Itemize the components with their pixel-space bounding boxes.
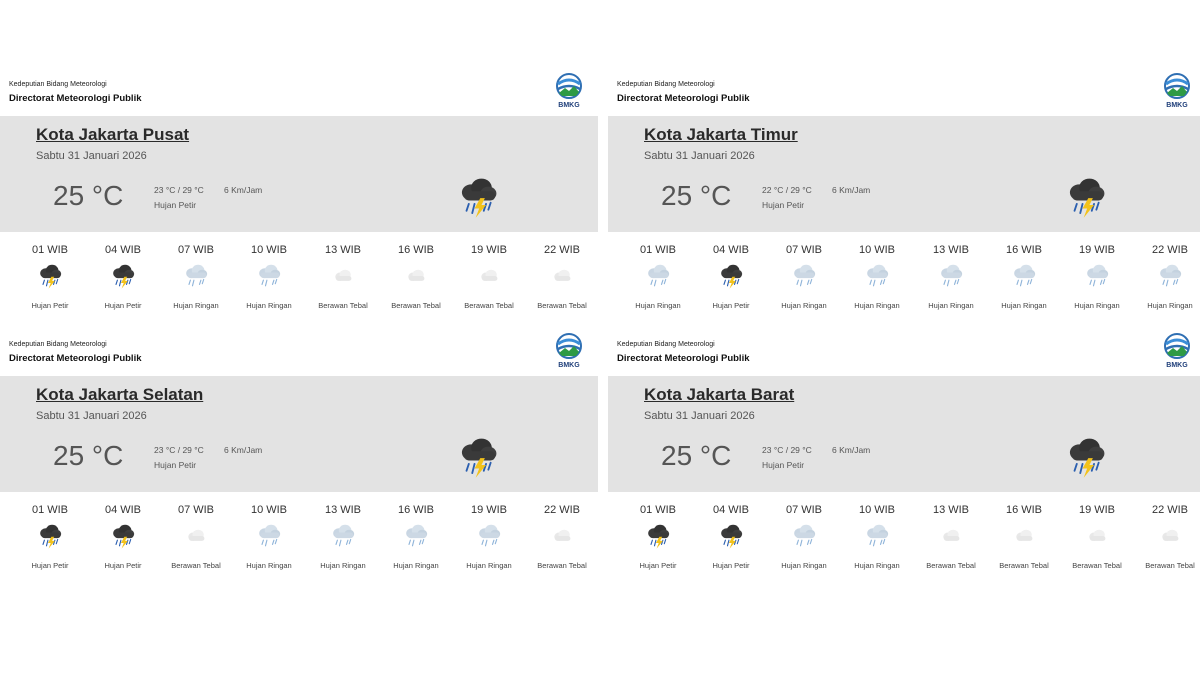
hour-slot — [1133, 232, 1200, 320]
light-rain-icon — [790, 522, 818, 550]
hour-time: 19 WIB — [1078, 504, 1116, 516]
current-temperature: 25 °C — [53, 440, 124, 471]
forecast-panel-2 — [0, 330, 598, 580]
overcast-icon — [1010, 522, 1038, 550]
hour-time: 13 WIB — [932, 504, 970, 516]
city-name: Kota Jakarta Selatan — [36, 385, 204, 404]
hour-condition: Hujan Petir — [31, 301, 69, 310]
hour-slot — [306, 232, 380, 320]
current-condition: Hujan Petir — [762, 200, 805, 210]
hour-time: 01 WIB — [639, 244, 677, 256]
current-weather — [608, 116, 1200, 232]
hour-slot — [159, 232, 233, 320]
hour-time: 01 WIB — [31, 244, 69, 256]
overcast-icon — [548, 522, 576, 550]
current-weather — [608, 376, 1200, 492]
hour-slot — [1133, 492, 1200, 580]
light-rain-icon — [790, 522, 818, 550]
wind-speed: 6 Km/Jam — [224, 185, 263, 195]
hour-time: 07 WIB — [177, 504, 215, 516]
forecast-date: Sabtu 31 Januari 2026 — [36, 410, 147, 422]
hour-condition: Hujan Ringan — [246, 301, 292, 310]
light-rain-icon — [329, 522, 357, 550]
hour-time: 19 WIB — [470, 504, 508, 516]
hourly-forecast — [608, 232, 1200, 320]
hour-time: 22 WIB — [543, 244, 581, 256]
thunderstorm-icon — [1063, 174, 1109, 220]
hour-condition: Hujan Ringan — [246, 561, 292, 570]
bmkg-logo-icon — [1162, 332, 1192, 370]
hour-slot — [13, 232, 87, 320]
thunderstorm-icon — [36, 262, 64, 290]
hour-slot — [1060, 232, 1134, 320]
current-weather — [0, 116, 598, 232]
light-rain-icon — [475, 522, 503, 550]
hour-slot — [13, 492, 87, 580]
light-rain-icon — [182, 262, 210, 290]
forecast-date: Sabtu 31 Januari 2026 — [644, 410, 755, 422]
overcast-icon — [1156, 522, 1184, 550]
hour-time: 07 WIB — [177, 244, 215, 256]
hour-time: 04 WIB — [104, 504, 142, 516]
hour-time: 07 WIB — [785, 244, 823, 256]
current-temperature: 25 °C — [53, 180, 124, 211]
current-condition: Hujan Petir — [154, 460, 197, 470]
hour-time: 10 WIB — [250, 244, 288, 256]
hour-condition: Hujan Ringan — [1147, 301, 1193, 310]
hour-condition: Hujan Ringan — [466, 561, 512, 570]
thunderstorm-icon — [455, 434, 501, 480]
thunderstorm-icon — [1063, 434, 1109, 480]
hour-time: 13 WIB — [324, 504, 362, 516]
hour-slot — [987, 232, 1061, 320]
forecast-panel-3 — [608, 330, 1200, 580]
hour-slot — [987, 492, 1061, 580]
org-line-1: Kedeputian Bidang Meteorologi — [617, 81, 715, 88]
hour-condition: Hujan Ringan — [173, 301, 219, 310]
hour-time: 01 WIB — [639, 504, 677, 516]
light-rain-icon — [790, 262, 818, 290]
hourly-forecast — [608, 492, 1200, 580]
bmkg-logo-text: BMKG — [1166, 362, 1188, 369]
panel-header — [0, 330, 598, 376]
hour-slot — [86, 232, 160, 320]
temperature-range: 23 °C / 29 °C — [154, 445, 204, 455]
bmkg-logo-icon — [1162, 72, 1192, 110]
hour-condition: Berawan Tebal — [318, 301, 368, 310]
hour-condition: Berawan Tebal — [926, 561, 976, 570]
thunderstorm-icon — [109, 262, 137, 290]
panel-header — [608, 70, 1200, 116]
hour-slot — [232, 492, 306, 580]
hour-time: 10 WIB — [250, 504, 288, 516]
thunderstorm-icon — [717, 522, 745, 550]
current-temperature: 25 °C — [661, 180, 732, 211]
overcast-icon — [182, 522, 210, 550]
hour-condition: Hujan Petir — [104, 301, 142, 310]
wind-speed: 6 Km/Jam — [832, 445, 871, 455]
light-rain-icon — [644, 262, 672, 290]
hour-time: 22 WIB — [1151, 244, 1189, 256]
hour-condition: Berawan Tebal — [1145, 561, 1195, 570]
panel-header — [608, 330, 1200, 376]
thunderstorm-icon — [455, 434, 501, 480]
light-rain-icon — [790, 262, 818, 290]
hour-condition: Hujan Ringan — [928, 301, 974, 310]
hour-time: 16 WIB — [397, 504, 435, 516]
hour-time: 22 WIB — [543, 504, 581, 516]
hour-condition: Hujan Petir — [639, 561, 677, 570]
light-rain-icon — [329, 522, 357, 550]
thunderstorm-icon — [36, 522, 64, 550]
thunderstorm-icon — [109, 522, 137, 550]
hour-slot — [840, 492, 914, 580]
current-condition: Hujan Petir — [154, 200, 197, 210]
hour-slot — [767, 492, 841, 580]
hour-condition: Berawan Tebal — [171, 561, 221, 570]
hour-time: 04 WIB — [712, 504, 750, 516]
thunderstorm-icon — [109, 522, 137, 550]
overcast-icon — [548, 262, 576, 290]
org-line-1: Kedeputian Bidang Meteorologi — [9, 81, 107, 88]
hourly-forecast — [0, 492, 598, 580]
forecast-date: Sabtu 31 Januari 2026 — [644, 150, 755, 162]
hour-condition: Hujan Ringan — [320, 561, 366, 570]
overcast-icon — [329, 262, 357, 290]
light-rain-icon — [475, 522, 503, 550]
hour-condition: Hujan Petir — [712, 301, 750, 310]
light-rain-icon — [1156, 262, 1184, 290]
hour-condition: Hujan Petir — [104, 561, 142, 570]
thunderstorm-icon — [36, 262, 64, 290]
bmkg-logo-text: BMKG — [558, 102, 580, 109]
thunderstorm-icon — [644, 522, 672, 550]
light-rain-icon — [863, 522, 891, 550]
hour-slot — [159, 492, 233, 580]
hour-slot — [452, 232, 526, 320]
hour-condition: Berawan Tebal — [537, 561, 587, 570]
org-line-1: Kedeputian Bidang Meteorologi — [9, 341, 107, 348]
light-rain-icon — [644, 262, 672, 290]
bmkg-logo-icon — [554, 72, 584, 110]
hour-condition: Hujan Ringan — [781, 561, 827, 570]
hour-time: 13 WIB — [932, 244, 970, 256]
light-rain-icon — [1156, 262, 1184, 290]
current-weather — [0, 376, 598, 492]
light-rain-icon — [863, 262, 891, 290]
hourly-forecast — [0, 232, 598, 320]
hour-slot — [379, 492, 453, 580]
hour-time: 04 WIB — [712, 244, 750, 256]
light-rain-icon — [863, 262, 891, 290]
temperature-range: 22 °C / 29 °C — [762, 185, 812, 195]
temperature-range: 23 °C / 29 °C — [154, 185, 204, 195]
hour-slot — [621, 492, 695, 580]
light-rain-icon — [402, 522, 430, 550]
light-rain-icon — [937, 262, 965, 290]
current-temperature: 25 °C — [661, 440, 732, 471]
thunderstorm-icon — [1063, 434, 1109, 480]
hour-time: 13 WIB — [324, 244, 362, 256]
hour-condition: Hujan Ringan — [854, 301, 900, 310]
light-rain-icon — [1083, 262, 1111, 290]
forecast-panel-1 — [608, 70, 1200, 320]
hour-time: 10 WIB — [858, 504, 896, 516]
bmkg-logo-icon — [554, 332, 584, 370]
hour-time: 04 WIB — [104, 244, 142, 256]
overcast-icon — [475, 262, 503, 290]
light-rain-icon — [937, 262, 965, 290]
forecast-date: Sabtu 31 Januari 2026 — [36, 150, 147, 162]
overcast-icon — [1083, 522, 1111, 550]
hour-slot — [914, 232, 988, 320]
hour-slot — [86, 492, 160, 580]
panel-header — [0, 70, 598, 116]
thunderstorm-icon — [644, 522, 672, 550]
hour-slot — [306, 492, 380, 580]
overcast-icon — [1156, 522, 1184, 550]
hour-slot — [452, 492, 526, 580]
hour-slot — [914, 492, 988, 580]
thunderstorm-icon — [717, 262, 745, 290]
thunderstorm-icon — [455, 174, 501, 220]
overcast-icon — [937, 522, 965, 550]
thunderstorm-icon — [36, 522, 64, 550]
light-rain-icon — [255, 262, 283, 290]
city-name: Kota Jakarta Pusat — [36, 125, 190, 144]
hour-slot — [379, 232, 453, 320]
hour-time: 19 WIB — [1078, 244, 1116, 256]
hour-slot — [1060, 492, 1134, 580]
light-rain-icon — [1010, 262, 1038, 290]
thunderstorm-icon — [455, 174, 501, 220]
hour-time: 16 WIB — [1005, 244, 1043, 256]
hour-condition: Berawan Tebal — [464, 301, 514, 310]
temperature-range: 23 °C / 29 °C — [762, 445, 812, 455]
overcast-icon — [402, 262, 430, 290]
hour-condition: Hujan Petir — [31, 561, 69, 570]
hour-condition: Berawan Tebal — [537, 301, 587, 310]
overcast-icon — [329, 262, 357, 290]
hour-slot — [525, 232, 599, 320]
light-rain-icon — [255, 522, 283, 550]
light-rain-icon — [182, 262, 210, 290]
overcast-icon — [548, 522, 576, 550]
light-rain-icon — [1010, 262, 1038, 290]
overcast-icon — [937, 522, 965, 550]
bmkg-logo-text: BMKG — [558, 362, 580, 369]
overcast-icon — [1083, 522, 1111, 550]
hour-condition: Berawan Tebal — [1072, 561, 1122, 570]
hour-slot — [694, 232, 768, 320]
hour-time: 01 WIB — [31, 504, 69, 516]
overcast-icon — [1010, 522, 1038, 550]
city-name: Kota Jakarta Timur — [644, 125, 798, 144]
hour-condition: Hujan Ringan — [854, 561, 900, 570]
org-line-2: Directorat Meteorologi Publik — [9, 353, 142, 364]
hour-slot — [840, 232, 914, 320]
overcast-icon — [402, 262, 430, 290]
light-rain-icon — [1083, 262, 1111, 290]
light-rain-icon — [255, 262, 283, 290]
hour-time: 16 WIB — [1005, 504, 1043, 516]
hour-time: 07 WIB — [785, 504, 823, 516]
current-condition: Hujan Petir — [762, 460, 805, 470]
hour-time: 16 WIB — [397, 244, 435, 256]
hour-slot — [232, 232, 306, 320]
overcast-icon — [182, 522, 210, 550]
hour-slot — [694, 492, 768, 580]
hour-slot — [767, 232, 841, 320]
org-line-2: Directorat Meteorologi Publik — [617, 93, 750, 104]
bmkg-logo-text: BMKG — [1166, 102, 1188, 109]
hour-condition: Hujan Ringan — [781, 301, 827, 310]
light-rain-icon — [863, 522, 891, 550]
overcast-icon — [475, 262, 503, 290]
hour-condition: Berawan Tebal — [999, 561, 1049, 570]
hour-time: 22 WIB — [1151, 504, 1189, 516]
thunderstorm-icon — [109, 262, 137, 290]
hour-condition: Hujan Petir — [712, 561, 750, 570]
hour-condition: Hujan Ringan — [1001, 301, 1047, 310]
light-rain-icon — [255, 522, 283, 550]
hour-condition: Hujan Ringan — [1074, 301, 1120, 310]
org-line-2: Directorat Meteorologi Publik — [9, 93, 142, 104]
thunderstorm-icon — [1063, 174, 1109, 220]
hour-slot — [525, 492, 599, 580]
forecast-panel-0 — [0, 70, 598, 320]
hour-condition: Hujan Ringan — [393, 561, 439, 570]
hour-condition: Berawan Tebal — [391, 301, 441, 310]
overcast-icon — [548, 262, 576, 290]
city-name: Kota Jakarta Barat — [644, 385, 795, 404]
hour-time: 19 WIB — [470, 244, 508, 256]
hour-time: 10 WIB — [858, 244, 896, 256]
org-line-1: Kedeputian Bidang Meteorologi — [617, 341, 715, 348]
org-line-2: Directorat Meteorologi Publik — [617, 353, 750, 364]
light-rain-icon — [402, 522, 430, 550]
wind-speed: 6 Km/Jam — [224, 445, 263, 455]
thunderstorm-icon — [717, 522, 745, 550]
hour-condition: Hujan Ringan — [635, 301, 681, 310]
thunderstorm-icon — [717, 262, 745, 290]
hour-slot — [621, 232, 695, 320]
wind-speed: 6 Km/Jam — [832, 185, 871, 195]
